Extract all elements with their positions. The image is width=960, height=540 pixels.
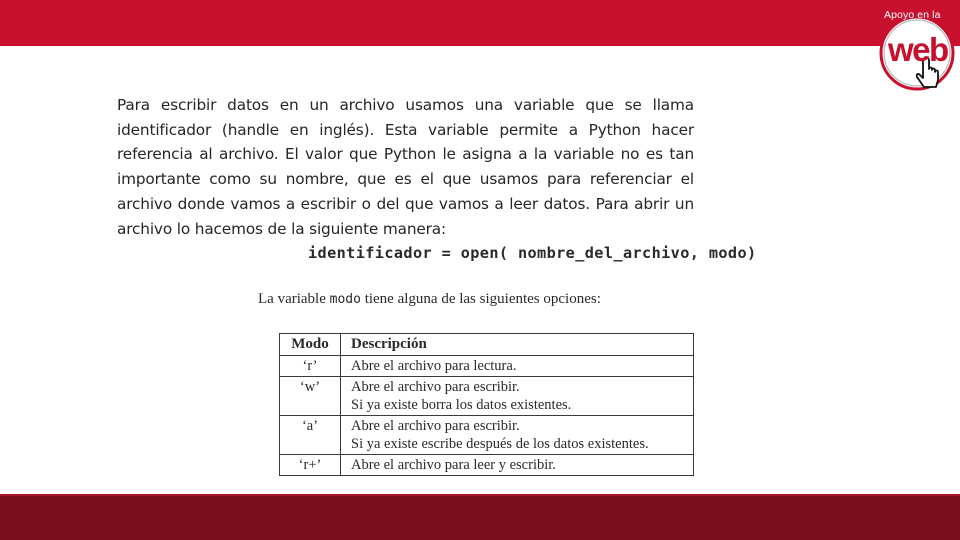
description-cell xyxy=(341,377,694,416)
table-row xyxy=(280,377,694,416)
description-cell xyxy=(341,455,694,476)
description-line: Si ya existe escribe después de los datos existentes. xyxy=(351,436,649,452)
mode-cell: ‘w’ xyxy=(280,377,341,416)
logo-word: web xyxy=(888,31,948,68)
mode-cell: ‘a’ xyxy=(280,416,341,455)
options-note-suffix: tiene alguna de las siguientes opciones: xyxy=(360,291,601,307)
header-description: Descripción xyxy=(341,334,694,356)
options-note xyxy=(258,291,601,308)
options-note-prefix: La variable xyxy=(258,291,330,307)
header-mode: Modo xyxy=(280,334,341,356)
description-line: Abre el archivo para escribir. xyxy=(351,379,520,395)
top-banner xyxy=(0,0,960,46)
table-row xyxy=(280,416,694,455)
logo-tagline: Apoyo en la xyxy=(884,9,941,21)
code-snippet: identificador = open( nombre_del_archivo, modo) xyxy=(308,244,757,262)
description-line: Si ya existe borra los datos existentes. xyxy=(351,397,572,413)
description-cell xyxy=(341,356,694,377)
table-row xyxy=(280,356,694,377)
mode-table xyxy=(279,333,694,476)
description-line: Abre el archivo para leer y escribir. xyxy=(351,457,556,473)
description-line: Abre el archivo para escribir. xyxy=(351,418,520,434)
options-note-keyword: modo xyxy=(329,292,361,307)
mode-cell: ‘r+’ xyxy=(280,455,341,476)
table-row xyxy=(280,455,694,476)
intro-paragraph: Para escribir datos en un archivo usamos una variable que se llama identificador (handle en inglés). Esta variable permite a Python hacer referencia al archivo. El valor que Python le asigna a la variable no es tan importante como su nombre, que es el que usamos para referenciar el archivo donde vamos a escribir o del que vamos a leer datos. Para abrir un archivo lo hacemos de la siguiente manera: xyxy=(117,96,694,238)
description-line: Abre el archivo para lectura. xyxy=(351,358,517,374)
mode-cell: ‘r’ xyxy=(280,356,341,377)
apoyo-en-la-web-logo xyxy=(870,0,960,100)
table-header-row xyxy=(280,334,694,356)
footer-banner xyxy=(0,496,960,540)
description-cell xyxy=(341,416,694,455)
